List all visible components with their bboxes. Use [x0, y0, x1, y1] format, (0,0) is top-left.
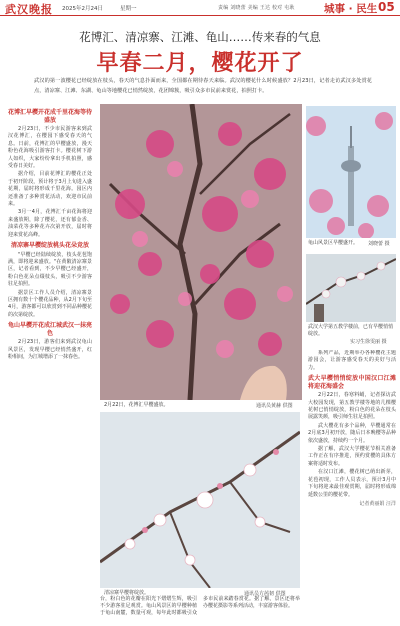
editor-credits: 责编 刘晓蕾 美编 王达 校对 屯耿 [218, 5, 295, 11]
issue-date: 2025年2月24日 [62, 6, 103, 12]
paragraph: 据了解，武汉大学樱花节相关准备工作正在有序推进，预约赏樱的具体方案将适时发布。 [308, 446, 396, 467]
paragraph: 2月23日，不少市民游客来到武汉花博汇，在樱园下感受春天的气息。日前，花博汇的早樱盛放，漫天粉色花海吸引游客打卡。樱花树下游人如织，大家纷纷拿出手机拍照，感受春日美好。 [8, 126, 92, 170]
subheading-guishan: 龟山早樱开花成江城武汉一抹亮色 [8, 322, 92, 337]
tower-illustration [306, 106, 396, 238]
paragraph: "早樱已经陆续绽放，枝头花苞饱满，即将迎来盛放。"在黄陂清凉寨景区，记者看到，不少早樱已经盛开，粉白色花朵点缀枝头，吸引不少游客驻足拍照。 [8, 251, 92, 288]
main-photo-credit: 通讯员黄赫 供图 [256, 403, 293, 409]
campus-illustration [306, 254, 396, 322]
paragraph: 系列产品，近期举办各种樱花主题游园会，让游客感受春天的美好与活力。 [308, 350, 396, 371]
branch-photo-credit: 通讯员方茜韧 供图 [244, 591, 286, 597]
page-number: 05 [378, 0, 395, 14]
blossom-branch-photo [100, 412, 300, 588]
branch-illustration [100, 412, 300, 588]
wuhan-university-photo [306, 254, 396, 322]
paragraph: 2月22日，春寒料峭，记者探访武大校园发现，第五教学楼等地的几棵樱花树已悄悄绽放，粉白色的花朵在枝头展露笑颜，吸引师生驻足拍照。 [308, 392, 396, 421]
student-photo-caption: 武汉大学第五教学楼前，已有早樱悄悄绽放。 [308, 324, 394, 337]
subheading-huabohui: 花博汇早樱开花成千里花海等待盛放 [8, 109, 92, 124]
section-title: 城事 · 民生 [324, 3, 378, 15]
paragraph: 在汉口江滩，樱花树已萌出新芽，花苞初现，工作人员表示，预计3月中下旬将迎来最佳观赏期，届时将形成绵延数公里的樱花带。 [308, 469, 396, 498]
right-column [308, 350, 396, 620]
guishan-tower-photo [306, 106, 396, 238]
branch-photo-caption: 清凉寨早樱将绽放。 [104, 590, 150, 596]
masthead [0, 0, 400, 16]
bottom-text: 台，粉白色的花瓣在阳光下熠熠生辉，吸引不少游客驻足观赏。龟山风景区的早樱种植于龟山南麓，数量可观，每年此时都吸引众多市民前来踏春赏花。据了解，景区还将举办樱花摄影等系列活动，丰富游客体验。 [100, 596, 300, 616]
tower-photo-credit: 刘晓蕾 摄 [368, 241, 390, 247]
paragraph: 据景区工作人员介绍，清凉寨景区拥有数十个樱花品种，从2月下旬至4月，游客都可以欣赏到不同品种樱花的次第绽放。 [8, 289, 92, 318]
subheading-wuda: 武大早樱悄悄绽放中国汉口江滩将迎花海盛会 [308, 375, 396, 390]
subheading-qingliangzhai: 清凉寨早樱绽放桃头花朵竞放 [10, 242, 89, 250]
lead-paragraph: 武汉的第一波樱花已经绽放在枝头，春天的气息扑面而来，全国都在期待春天来临。武汉的樱花什么时候盛放？2月23日，记者走访武汉多处赏花点，清凉寨、江滩、东湖、龟山等地樱花已悄然绽放，花团锦簇，吸引众多市民前来赏花，拍照打卡。 [34, 78, 372, 94]
newspaper-logo: 武汉晚报 [5, 3, 53, 16]
byline: 记者黄丽娟 汪洋 [359, 500, 396, 507]
headline-subtitle: 花博汇、清凉寨、江滩、龟山……传来春的气息 [79, 30, 321, 44]
cherry-blossom-photo [100, 104, 302, 400]
tower-photo-caption: 龟山风景区早樱盛开。 [308, 240, 359, 246]
student-photo-credit: 实习生徐雯丽 摄 [350, 339, 387, 345]
paragraph: 武大樱花有多个品种，早樱通常在2月底3月初开放，随后日本晚樱等品种依次盛放，持续约一个月。 [308, 422, 396, 444]
left-column [8, 106, 92, 622]
paragraph: 据介绍，目前花博汇的樱花正处于初开阶段，预计将于3月上旬进入盛花期，届时将形成千里花海。园区内还准备了多种赏花活动，欢迎市民前来。 [8, 171, 92, 208]
main-photo-caption: 2月22日，花博汇早樱盛放。 [104, 402, 169, 408]
paragraph: 3月一4月，花博汇千亩花海将迎来盛放期，除了樱花，还有郁金香、油菜花等多种花卉次第开放，届时将迎来赏花高峰。 [8, 209, 92, 238]
headline-title: 早春二月，樱花开了 [96, 51, 304, 76]
issue-weekday: 星期一 [120, 6, 137, 12]
blossom-illustration [100, 104, 302, 400]
paragraph: 2月23日，游客们来到武汉龟山风景区，发现早樱已经悄然盛开，红粉相间，为江城增添了一抹春色。 [8, 339, 92, 361]
